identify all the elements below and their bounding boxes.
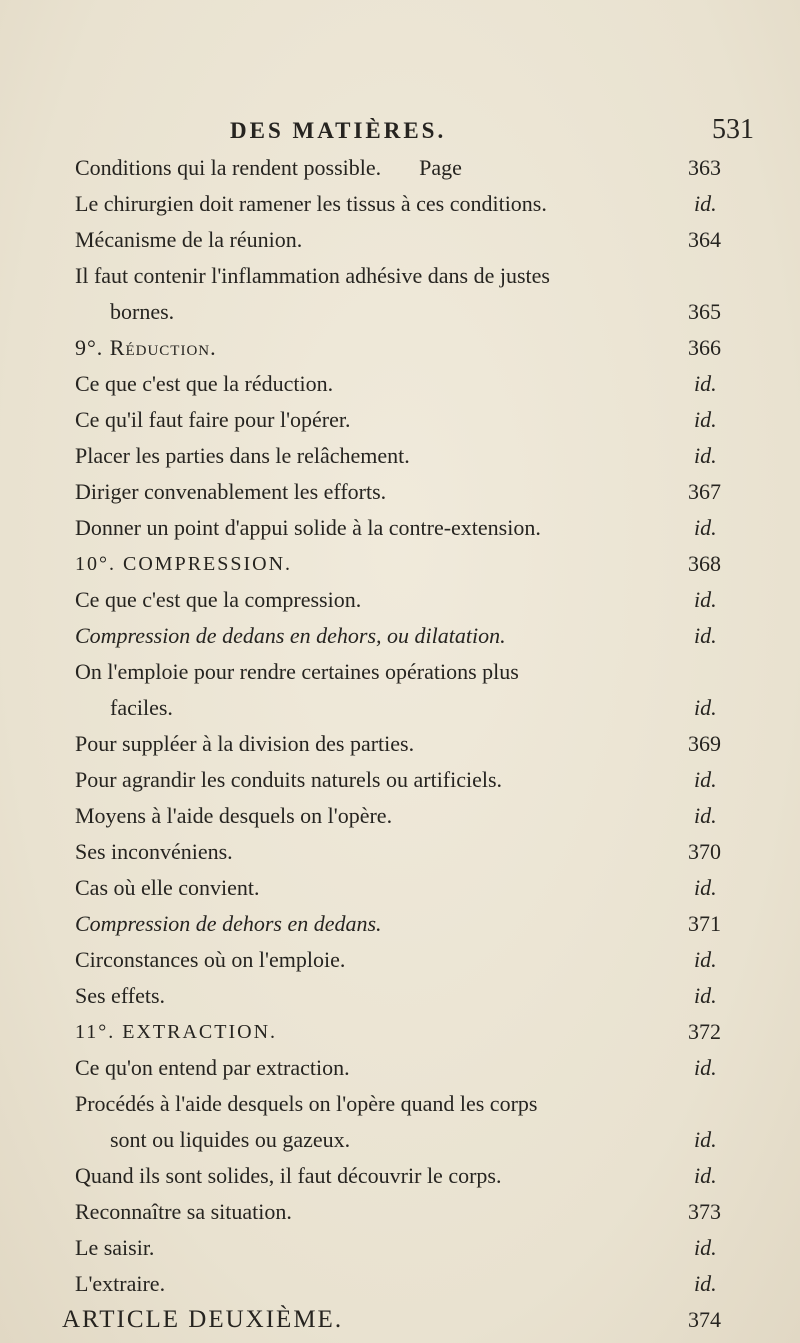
toc-entry-page: id. — [694, 695, 717, 720]
toc-entry-text: Ses inconvéniens. — [75, 839, 233, 864]
toc-entry-page: 367 — [688, 479, 721, 504]
toc-entry-page: id. — [694, 1127, 717, 1152]
toc-entry — [0, 258, 800, 294]
toc-entry-page: 373 — [688, 1199, 721, 1224]
page-label: Page — [419, 155, 462, 180]
toc-entry — [0, 1050, 800, 1086]
toc-entry-text: Le saisir. — [75, 1235, 155, 1260]
toc-entry — [0, 366, 800, 402]
toc-entry-page: id. — [694, 515, 717, 540]
toc-entry-text: Ce qu'on entend par extraction. — [75, 1055, 350, 1080]
running-head-page-number: 531 — [712, 114, 754, 145]
toc-entry — [0, 474, 800, 510]
toc-entry-page: 374 — [688, 1307, 721, 1332]
toc-entry-page: id. — [694, 1235, 717, 1260]
toc-entry — [0, 798, 800, 834]
toc-entry — [0, 978, 800, 1014]
toc-entry — [0, 618, 800, 654]
toc-entry-text: Conditions qui la rendent possible. Page — [75, 155, 462, 180]
toc-section-heading — [0, 330, 800, 366]
toc-entry-page: id. — [694, 371, 717, 396]
toc-entry-text: Circonstances où on l'emploie. — [75, 947, 346, 972]
toc-entry-text: Il faut contenir l'inflammation adhésive dans de justes — [75, 263, 550, 288]
toc-entry-page: id. — [694, 1271, 717, 1296]
toc-entry — [0, 1122, 800, 1158]
toc-entry-page: id. — [694, 191, 717, 216]
toc-entry-text: Ce qu'il faut faire pour l'opérer. — [75, 407, 351, 432]
toc-entry-text: ARTICLE DEUXIÈME. — [62, 1306, 344, 1333]
toc-entry-page: 368 — [688, 551, 721, 576]
toc-entry-page: id. — [694, 1163, 717, 1188]
toc-entry — [0, 1086, 800, 1122]
toc-entry — [0, 438, 800, 474]
toc-entry-text: Procédés à l'aide desquels on l'opère quand les corps — [75, 1091, 538, 1116]
toc-entry-text: Compression de dedans en dehors, ou dilatation. — [75, 623, 506, 648]
toc-entry-text: Reconnaître sa situation. — [75, 1199, 292, 1224]
toc-entry — [0, 1302, 800, 1338]
toc-entry-page: 371 — [688, 911, 721, 936]
toc-entry-text: 9°. Réduction. — [75, 335, 217, 360]
toc-entry — [0, 726, 800, 762]
toc-entry-text: L'extraire. — [75, 1271, 166, 1296]
toc-entry-page: id. — [694, 407, 717, 432]
toc-entry — [0, 222, 800, 258]
toc-entry — [0, 582, 800, 618]
toc-entry-text: Compression de dehors en dedans. — [75, 911, 382, 936]
toc-entry-page: id. — [694, 623, 717, 648]
toc-entry — [0, 402, 800, 438]
toc-entry-text: Pour suppléer à la division des parties. — [75, 731, 415, 756]
toc-entry — [0, 834, 800, 870]
toc-entry-page: id. — [694, 875, 717, 900]
toc-section-heading — [0, 546, 800, 582]
toc-entry-page: 372 — [688, 1019, 721, 1044]
toc-entry-text: Ce que c'est que la réduction. — [75, 371, 334, 396]
toc-entry — [0, 870, 800, 906]
toc-entry-text: Cas où elle convient. — [75, 875, 260, 900]
toc-entry-page: id. — [694, 767, 717, 792]
toc-entry-text: 10°. COMPRESSION. — [75, 553, 293, 575]
toc-entry-text: bornes. — [110, 299, 175, 324]
toc-entry-page: id. — [694, 1055, 717, 1080]
toc-entry-text: Moyens à l'aide desquels on l'opère. — [75, 803, 393, 828]
toc-entry-text: Placer les parties dans le relâchement. — [75, 443, 410, 468]
toc-entry — [0, 906, 800, 942]
toc-entry-text: sont ou liquides ou gazeux. — [110, 1127, 351, 1152]
toc-entry-text: Le chirurgien doit ramener les tissus à ces conditions. — [75, 191, 547, 216]
toc-entry — [0, 942, 800, 978]
toc-entry-page: 363 — [688, 155, 721, 180]
toc-entry — [0, 762, 800, 798]
toc-entry-text: Diriger convenablement les efforts. — [75, 479, 387, 504]
toc-entry — [0, 186, 800, 222]
toc-entry — [0, 1194, 800, 1230]
toc-entry-page: 370 — [688, 839, 721, 864]
running-head-title: DES MATIÈRES. — [230, 118, 447, 143]
toc-entry-text: Ce que c'est que la compression. — [75, 587, 362, 612]
toc-entry — [0, 654, 800, 690]
toc-entry-text: On l'emploie pour rendre certaines opérations plus — [75, 659, 519, 684]
toc-entry-page: id. — [694, 443, 717, 468]
toc-entry-text: Ses effets. — [75, 983, 166, 1008]
toc-section-heading — [0, 1014, 800, 1050]
toc-entry-page: 364 — [688, 227, 721, 252]
toc-entry-text: 11°. EXTRACTION. — [75, 1021, 278, 1043]
toc-entry-text: faciles. — [110, 695, 173, 720]
toc-entry-text: Donner un point d'appui solide à la contre-extension. — [75, 515, 541, 540]
toc-entry-page: id. — [694, 803, 717, 828]
toc-entry — [0, 294, 800, 330]
toc-entry-page: 365 — [688, 299, 721, 324]
toc-entry — [0, 1230, 800, 1266]
toc-entry-page: id. — [694, 983, 717, 1008]
toc-entry-page: id. — [694, 947, 717, 972]
toc-entry — [0, 510, 800, 546]
toc-entry-page: 369 — [688, 731, 721, 756]
toc-entry-text: Pour agrandir les conduits naturels ou artificiels. — [75, 767, 503, 792]
toc-entry-page: id. — [694, 587, 717, 612]
toc-entry — [0, 1266, 800, 1302]
toc-entry — [0, 690, 800, 726]
toc-entry — [0, 150, 800, 186]
toc-entry — [0, 1158, 800, 1194]
toc-entry-text: Mécanisme de la réunion. — [75, 227, 303, 252]
toc-entry-page: 366 — [688, 335, 721, 360]
toc-entry-text: Quand ils sont solides, il faut découvrir le corps. — [75, 1163, 502, 1188]
